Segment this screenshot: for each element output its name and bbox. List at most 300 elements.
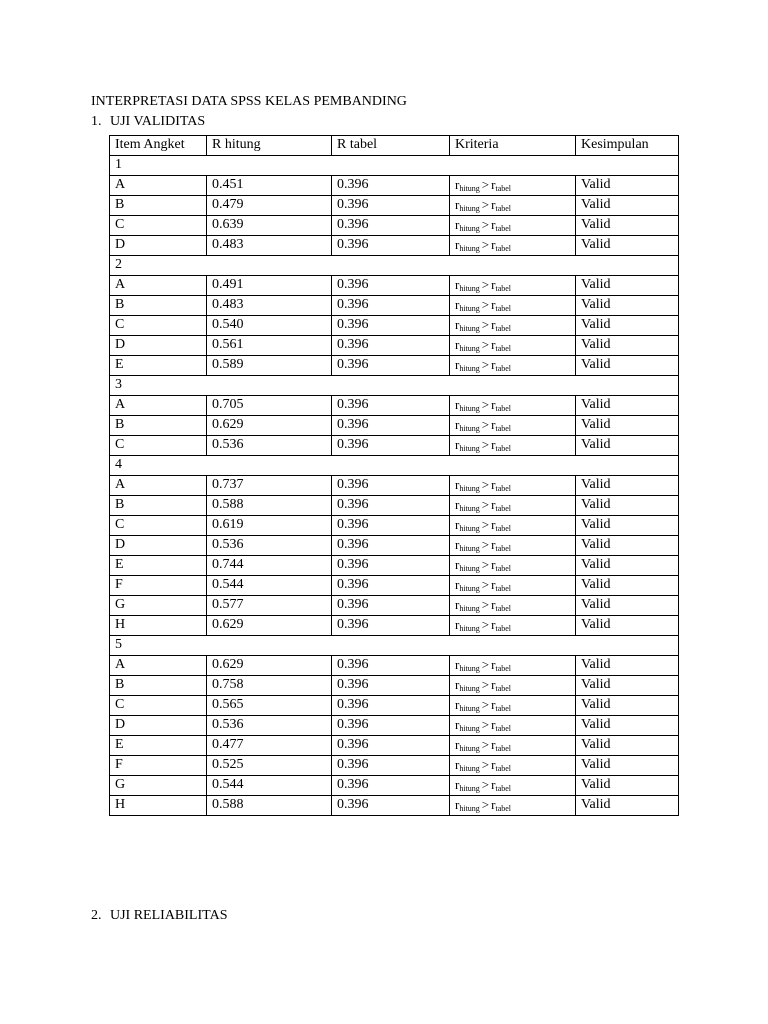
kesimpulan-cell: Valid xyxy=(576,416,679,436)
criterion-subscript: hitung xyxy=(459,344,480,353)
kesimpulan-cell: Valid xyxy=(576,716,679,736)
criterion-symbol: r xyxy=(455,317,460,332)
criterion-subscript: hitung xyxy=(459,324,480,333)
table-row xyxy=(110,236,679,256)
criterion-symbol: r xyxy=(455,437,460,452)
item-cell: G xyxy=(110,596,207,616)
criterion-symbol: r xyxy=(455,217,460,232)
r-tabel-cell: 0.396 xyxy=(332,696,450,716)
group-label: 5 xyxy=(110,636,679,656)
criterion-symbol: r xyxy=(455,717,460,732)
r-tabel-cell: 0.396 xyxy=(332,796,450,816)
table-row xyxy=(110,216,679,236)
criterion-symbol: r xyxy=(455,697,460,712)
r-tabel-cell: 0.396 xyxy=(332,396,450,416)
criterion-symbol: r xyxy=(455,497,460,512)
r-hitung-cell: 0.758 xyxy=(207,676,332,696)
item-cell: C xyxy=(110,696,207,716)
criterion-subscript: tabel xyxy=(495,724,512,733)
r-hitung-cell: 0.483 xyxy=(207,236,332,256)
kesimpulan-cell: Valid xyxy=(576,556,679,576)
r-tabel-cell: 0.396 xyxy=(332,276,450,296)
kriteria-cell xyxy=(450,796,576,816)
criterion-symbol: r xyxy=(455,517,460,532)
r-hitung-cell: 0.629 xyxy=(207,416,332,436)
table-body xyxy=(110,156,679,816)
table-row xyxy=(110,516,679,536)
r-tabel-cell: 0.396 xyxy=(332,236,450,256)
kriteria-cell xyxy=(450,336,576,356)
criterion-symbol: r xyxy=(491,517,496,532)
group-label: 2 xyxy=(110,256,679,276)
criterion-subscript: tabel xyxy=(495,664,512,673)
kriteria-cell xyxy=(450,496,576,516)
kesimpulan-cell: Valid xyxy=(576,296,679,316)
r-hitung-cell: 0.536 xyxy=(207,716,332,736)
r-tabel-cell: 0.396 xyxy=(332,356,450,376)
criterion-symbol: r xyxy=(491,417,496,432)
criterion-subscript: tabel xyxy=(495,424,512,433)
criterion-operator: > xyxy=(481,297,490,312)
criterion-operator: > xyxy=(481,197,490,212)
criterion-subscript: tabel xyxy=(495,544,512,553)
table-row xyxy=(110,576,679,596)
kriteria-cell xyxy=(450,236,576,256)
r-tabel-cell: 0.396 xyxy=(332,756,450,776)
criterion-operator: > xyxy=(481,537,490,552)
table-row xyxy=(110,416,679,436)
kriteria-cell xyxy=(450,676,576,696)
table-row xyxy=(110,356,679,376)
validity-table xyxy=(109,135,679,816)
kesimpulan-cell: Valid xyxy=(576,696,679,716)
table-row xyxy=(110,316,679,336)
item-cell: G xyxy=(110,776,207,796)
criterion-subscript: hitung xyxy=(459,604,480,613)
kesimpulan-cell: Valid xyxy=(576,236,679,256)
kriteria-cell xyxy=(450,476,576,496)
kesimpulan-cell: Valid xyxy=(576,536,679,556)
kriteria-cell xyxy=(450,216,576,236)
kriteria-cell xyxy=(450,296,576,316)
item-cell: D xyxy=(110,236,207,256)
criterion-operator: > xyxy=(481,437,490,452)
criterion-subscript: tabel xyxy=(495,284,512,293)
kesimpulan-cell: Valid xyxy=(576,796,679,816)
kesimpulan-cell: Valid xyxy=(576,336,679,356)
criterion-symbol: r xyxy=(491,217,496,232)
r-hitung-cell: 0.588 xyxy=(207,796,332,816)
r-tabel-cell: 0.396 xyxy=(332,576,450,596)
kesimpulan-cell: Valid xyxy=(576,756,679,776)
r-hitung-cell: 0.577 xyxy=(207,596,332,616)
criterion-symbol: r xyxy=(491,737,496,752)
criterion-symbol: r xyxy=(491,757,496,772)
group-row xyxy=(110,256,679,276)
r-hitung-cell: 0.629 xyxy=(207,616,332,636)
r-tabel-cell: 0.396 xyxy=(332,476,450,496)
kesimpulan-cell: Valid xyxy=(576,776,679,796)
r-tabel-cell: 0.396 xyxy=(332,316,450,336)
table-row xyxy=(110,596,679,616)
kriteria-cell xyxy=(450,756,576,776)
group-row xyxy=(110,636,679,656)
item-cell: C xyxy=(110,516,207,536)
criterion-symbol: r xyxy=(455,537,460,552)
criterion-operator: > xyxy=(481,217,490,232)
criterion-subscript: hitung xyxy=(459,304,480,313)
kriteria-cell xyxy=(450,416,576,436)
section-heading-reliabilitas xyxy=(91,907,227,925)
criterion-operator: > xyxy=(481,477,490,492)
r-tabel-cell: 0.396 xyxy=(332,416,450,436)
criterion-subscript: hitung xyxy=(459,724,480,733)
table-row xyxy=(110,616,679,636)
criterion-symbol: r xyxy=(455,477,460,492)
kesimpulan-cell: Valid xyxy=(576,316,679,336)
criterion-subscript: hitung xyxy=(459,504,480,513)
r-hitung-cell: 0.629 xyxy=(207,656,332,676)
criterion-subscript: tabel xyxy=(495,604,512,613)
criterion-subscript: hitung xyxy=(459,544,480,553)
r-hitung-cell: 0.544 xyxy=(207,776,332,796)
r-hitung-cell: 0.451 xyxy=(207,176,332,196)
r-tabel-cell: 0.396 xyxy=(332,296,450,316)
criterion-operator: > xyxy=(481,657,490,672)
criterion-symbol: r xyxy=(455,397,460,412)
criterion-operator: > xyxy=(481,237,490,252)
kriteria-cell xyxy=(450,736,576,756)
criterion-symbol: r xyxy=(455,657,460,672)
table-row xyxy=(110,656,679,676)
criterion-subscript: tabel xyxy=(495,684,512,693)
criterion-symbol: r xyxy=(455,597,460,612)
item-cell: B xyxy=(110,196,207,216)
kesimpulan-cell: Valid xyxy=(576,576,679,596)
kriteria-cell xyxy=(450,176,576,196)
r-tabel-cell: 0.396 xyxy=(332,216,450,236)
table-row xyxy=(110,676,679,696)
table-row xyxy=(110,336,679,356)
r-hitung-cell: 0.536 xyxy=(207,536,332,556)
criterion-operator: > xyxy=(481,757,490,772)
criterion-subscript: tabel xyxy=(495,524,512,533)
table-row xyxy=(110,536,679,556)
table-row xyxy=(110,196,679,216)
table-header-row xyxy=(110,136,679,156)
r-hitung-cell: 0.540 xyxy=(207,316,332,336)
kesimpulan-cell: Valid xyxy=(576,276,679,296)
criterion-subscript: tabel xyxy=(495,484,512,493)
criterion-subscript: tabel xyxy=(495,184,512,193)
criterion-symbol: r xyxy=(491,717,496,732)
r-hitung-cell: 0.525 xyxy=(207,756,332,776)
criterion-symbol: r xyxy=(491,537,496,552)
kriteria-cell xyxy=(450,396,576,416)
section-heading-validitas xyxy=(91,113,205,131)
item-cell: B xyxy=(110,676,207,696)
criterion-symbol: r xyxy=(491,597,496,612)
criterion-operator: > xyxy=(481,577,490,592)
criterion-operator: > xyxy=(481,357,490,372)
criterion-symbol: r xyxy=(455,757,460,772)
criterion-operator: > xyxy=(481,277,490,292)
group-row xyxy=(110,376,679,396)
table-row xyxy=(110,496,679,516)
kriteria-cell xyxy=(450,716,576,736)
kriteria-cell xyxy=(450,576,576,596)
group-row xyxy=(110,156,679,176)
table-row xyxy=(110,716,679,736)
r-hitung-cell: 0.483 xyxy=(207,296,332,316)
header-kesimpulan: Kesimpulan xyxy=(576,136,679,156)
table-row xyxy=(110,776,679,796)
criterion-symbol: r xyxy=(491,797,496,812)
r-hitung-cell: 0.705 xyxy=(207,396,332,416)
criterion-symbol: r xyxy=(491,477,496,492)
r-tabel-cell: 0.396 xyxy=(332,496,450,516)
kesimpulan-cell: Valid xyxy=(576,736,679,756)
item-cell: A xyxy=(110,396,207,416)
criterion-operator: > xyxy=(481,737,490,752)
criterion-operator: > xyxy=(481,517,490,532)
criterion-subscript: hitung xyxy=(459,364,480,373)
kesimpulan-cell: Valid xyxy=(576,656,679,676)
table-row xyxy=(110,756,679,776)
kriteria-cell xyxy=(450,436,576,456)
kriteria-cell xyxy=(450,776,576,796)
criterion-subscript: tabel xyxy=(495,404,512,413)
r-hitung-cell: 0.565 xyxy=(207,696,332,716)
criterion-subscript: tabel xyxy=(495,764,512,773)
item-cell: C xyxy=(110,436,207,456)
criterion-operator: > xyxy=(481,777,490,792)
r-hitung-cell: 0.639 xyxy=(207,216,332,236)
kesimpulan-cell: Valid xyxy=(576,176,679,196)
criterion-subscript: hitung xyxy=(459,624,480,633)
table-row xyxy=(110,296,679,316)
criterion-operator: > xyxy=(481,597,490,612)
kriteria-cell xyxy=(450,536,576,556)
kriteria-cell xyxy=(450,616,576,636)
criterion-subscript: tabel xyxy=(495,244,512,253)
criterion-symbol: r xyxy=(455,337,460,352)
r-tabel-cell: 0.396 xyxy=(332,336,450,356)
criterion-symbol: r xyxy=(491,277,496,292)
criterion-symbol: r xyxy=(491,197,496,212)
criterion-symbol: r xyxy=(455,417,460,432)
criterion-subscript: tabel xyxy=(495,224,512,233)
item-cell: D xyxy=(110,536,207,556)
r-hitung-cell: 0.536 xyxy=(207,436,332,456)
criterion-subscript: hitung xyxy=(459,524,480,533)
criterion-symbol: r xyxy=(491,297,496,312)
criterion-subscript: hitung xyxy=(459,744,480,753)
table-row xyxy=(110,276,679,296)
table-row xyxy=(110,396,679,416)
header-r-hitung: R hitung xyxy=(207,136,332,156)
r-tabel-cell: 0.396 xyxy=(332,616,450,636)
table-row xyxy=(110,476,679,496)
criterion-symbol: r xyxy=(455,737,460,752)
criterion-operator: > xyxy=(481,617,490,632)
criterion-subscript: hitung xyxy=(459,704,480,713)
criterion-symbol: r xyxy=(491,617,496,632)
r-tabel-cell: 0.396 xyxy=(332,516,450,536)
item-cell: B xyxy=(110,296,207,316)
section-label: UJI RELIABILITAS xyxy=(110,908,228,923)
item-cell: F xyxy=(110,576,207,596)
criterion-symbol: r xyxy=(491,317,496,332)
kesimpulan-cell: Valid xyxy=(576,676,679,696)
criterion-operator: > xyxy=(481,417,490,432)
criterion-symbol: r xyxy=(491,577,496,592)
group-label: 3 xyxy=(110,376,679,396)
criterion-subscript: hitung xyxy=(459,564,480,573)
criterion-operator: > xyxy=(481,337,490,352)
header-r-tabel: R tabel xyxy=(332,136,450,156)
r-hitung-cell: 0.544 xyxy=(207,576,332,596)
criterion-symbol: r xyxy=(491,397,496,412)
criterion-subscript: hitung xyxy=(459,424,480,433)
criterion-subscript: tabel xyxy=(495,624,512,633)
criterion-subscript: hitung xyxy=(459,484,480,493)
table-row xyxy=(110,176,679,196)
criterion-subscript: tabel xyxy=(495,324,512,333)
r-hitung-cell: 0.619 xyxy=(207,516,332,536)
table-row xyxy=(110,796,679,816)
item-cell: A xyxy=(110,656,207,676)
kesimpulan-cell: Valid xyxy=(576,616,679,636)
criterion-symbol: r xyxy=(491,357,496,372)
criterion-subscript: tabel xyxy=(495,584,512,593)
kriteria-cell xyxy=(450,656,576,676)
criterion-symbol: r xyxy=(491,697,496,712)
r-hitung-cell: 0.589 xyxy=(207,356,332,376)
criterion-subscript: hitung xyxy=(459,244,480,253)
criterion-subscript: hitung xyxy=(459,444,480,453)
criterion-subscript: tabel xyxy=(495,444,512,453)
criterion-symbol: r xyxy=(455,357,460,372)
criterion-symbol: r xyxy=(455,297,460,312)
criterion-operator: > xyxy=(481,397,490,412)
criterion-symbol: r xyxy=(455,617,460,632)
r-tabel-cell: 0.396 xyxy=(332,716,450,736)
r-tabel-cell: 0.396 xyxy=(332,176,450,196)
criterion-subscript: hitung xyxy=(459,184,480,193)
item-cell: F xyxy=(110,756,207,776)
criterion-subscript: tabel xyxy=(495,304,512,313)
item-cell: H xyxy=(110,616,207,636)
section-number: 2. xyxy=(91,908,102,923)
criterion-symbol: r xyxy=(455,177,460,192)
criterion-symbol: r xyxy=(455,777,460,792)
criterion-operator: > xyxy=(481,717,490,732)
r-hitung-cell: 0.561 xyxy=(207,336,332,356)
criterion-subscript: tabel xyxy=(495,704,512,713)
kriteria-cell xyxy=(450,196,576,216)
item-cell: C xyxy=(110,216,207,236)
criterion-subscript: hitung xyxy=(459,664,480,673)
criterion-operator: > xyxy=(481,697,490,712)
criterion-symbol: r xyxy=(491,557,496,572)
criterion-symbol: r xyxy=(455,577,460,592)
criterion-subscript: tabel xyxy=(495,204,512,213)
criterion-operator: > xyxy=(481,497,490,512)
item-cell: B xyxy=(110,416,207,436)
kesimpulan-cell: Valid xyxy=(576,356,679,376)
criterion-subscript: hitung xyxy=(459,584,480,593)
criterion-symbol: r xyxy=(455,677,460,692)
criterion-operator: > xyxy=(481,557,490,572)
criterion-operator: > xyxy=(481,177,490,192)
item-cell: D xyxy=(110,716,207,736)
criterion-subscript: tabel xyxy=(495,744,512,753)
criterion-subscript: hitung xyxy=(459,764,480,773)
r-hitung-cell: 0.744 xyxy=(207,556,332,576)
kriteria-cell xyxy=(450,556,576,576)
criterion-subscript: hitung xyxy=(459,404,480,413)
item-cell: E xyxy=(110,356,207,376)
criterion-symbol: r xyxy=(491,337,496,352)
kesimpulan-cell: Valid xyxy=(576,196,679,216)
criterion-symbol: r xyxy=(491,437,496,452)
r-hitung-cell: 0.737 xyxy=(207,476,332,496)
criterion-subscript: hitung xyxy=(459,204,480,213)
r-tabel-cell: 0.396 xyxy=(332,736,450,756)
criterion-symbol: r xyxy=(491,657,496,672)
kesimpulan-cell: Valid xyxy=(576,436,679,456)
criterion-subscript: hitung xyxy=(459,284,480,293)
item-cell: B xyxy=(110,496,207,516)
item-cell: H xyxy=(110,796,207,816)
header-kriteria: Kriteria xyxy=(450,136,576,156)
criterion-symbol: r xyxy=(455,557,460,572)
table-row xyxy=(110,696,679,716)
criterion-subscript: tabel xyxy=(495,344,512,353)
criterion-subscript: tabel xyxy=(495,804,512,813)
criterion-subscript: hitung xyxy=(459,784,480,793)
criterion-symbol: r xyxy=(491,677,496,692)
criterion-subscript: tabel xyxy=(495,564,512,573)
item-cell: D xyxy=(110,336,207,356)
group-label: 1 xyxy=(110,156,679,176)
item-cell: A xyxy=(110,276,207,296)
kesimpulan-cell: Valid xyxy=(576,496,679,516)
kriteria-cell xyxy=(450,356,576,376)
section-label: UJI VALIDITAS xyxy=(110,114,206,129)
r-tabel-cell: 0.396 xyxy=(332,776,450,796)
kriteria-cell xyxy=(450,316,576,336)
kriteria-cell xyxy=(450,516,576,536)
header-item-angket: Item Angket xyxy=(110,136,207,156)
item-cell: A xyxy=(110,476,207,496)
kesimpulan-cell: Valid xyxy=(576,596,679,616)
item-cell: E xyxy=(110,736,207,756)
criterion-subscript: tabel xyxy=(495,364,512,373)
criterion-subscript: hitung xyxy=(459,224,480,233)
r-tabel-cell: 0.396 xyxy=(332,676,450,696)
kriteria-cell xyxy=(450,276,576,296)
r-hitung-cell: 0.491 xyxy=(207,276,332,296)
r-tabel-cell: 0.396 xyxy=(332,196,450,216)
criterion-symbol: r xyxy=(455,797,460,812)
criterion-symbol: r xyxy=(491,497,496,512)
criterion-symbol: r xyxy=(455,277,460,292)
kesimpulan-cell: Valid xyxy=(576,476,679,496)
group-label: 4 xyxy=(110,456,679,476)
kriteria-cell xyxy=(450,696,576,716)
